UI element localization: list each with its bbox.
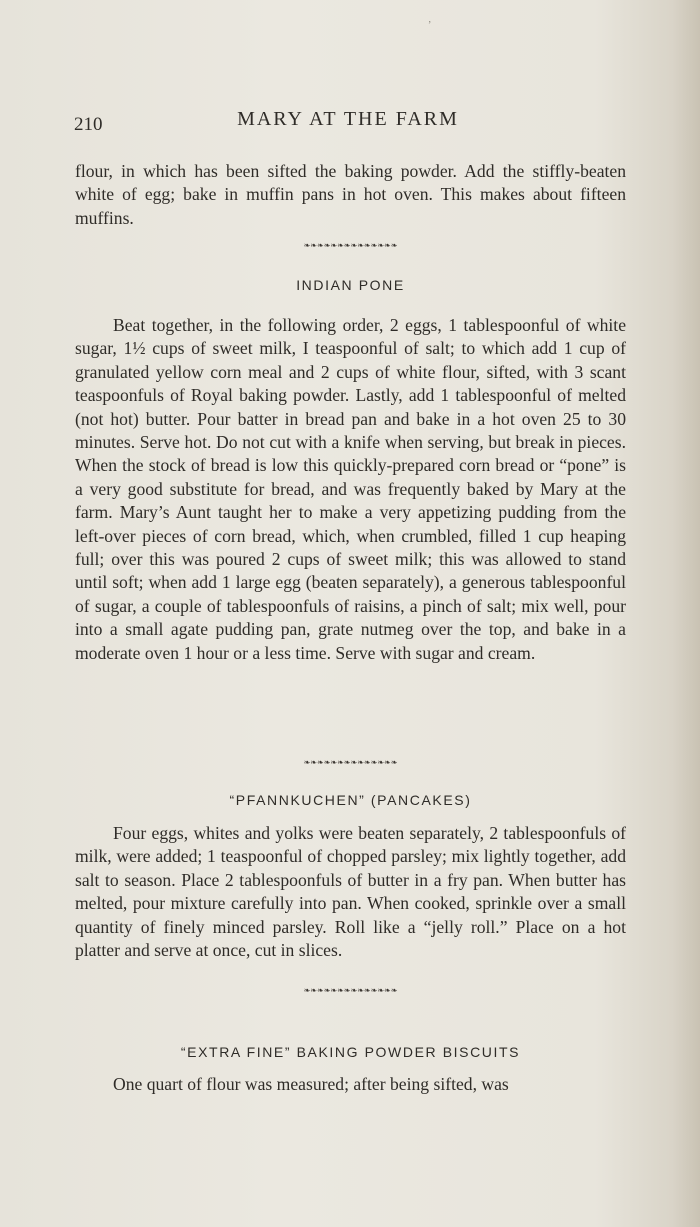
ornament-divider: ❧❧❧❧❧❧❧❧❧❧❧❧❧❧	[303, 241, 398, 250]
section-indian-pone-body	[75, 314, 626, 665]
continuation-paragraph: flour, in which has been sifted the baking powder. Add the stiffly-beaten white of egg; bake in muffin pans in hot oven. This makes about fifteen muffins.	[75, 161, 626, 228]
ornament-divider-2	[75, 758, 626, 768]
section-biscuits-body	[75, 1073, 626, 1096]
section-indian-pone	[75, 277, 626, 293]
section-paragraph: Beat together, in the following order, 2 eggs, 1 tablespoonful of white sugar, 1½ cups of sweet milk, I teaspoonful of salt; to which add 1 cup of granulated yellow corn meal and 2 cups of white flour, sifted, with 3 scant teaspoonfuls of Royal baking powder. Lastly, add 1 tablespoonful of melted (not hot) butter. Pour batter in bread pan and bake in a hot oven 25 to 30 minutes. Serve hot. Do not cut with a knife when serving, but break in pieces. When the stock of bread is low this quickly-prepared corn bread or “pone” is a very good substitute for bread, and was frequently baked by Mary at the farm. Mary’s Aunt taught her to make a very appetizing pudding from the left-over pieces of corn bread, which, when crumbled, filled 1 cup heaping full; over this was poured 2 cups of sweet milk; this was allowed to stand until soft; when add 1 large egg (beaten separately), a generous tablespoonful of sugar, a couple of tablespoonfuls of raisins, a pinch of salt; mix well, pour into a small agate pudding pan, grate nutmeg over the top, and bake in a moderate oven 1 hour or a less time. Serve with sugar and cream.	[75, 315, 626, 663]
section-pfannkuchen	[75, 792, 626, 808]
section-heading: “PFANNKUCHEN” (PANCAKES)	[229, 792, 472, 808]
section-paragraph: One quart of flour was measured; after being sifted, was	[113, 1074, 509, 1094]
page-header	[74, 108, 622, 138]
continuation-paragraph-block	[75, 160, 626, 230]
page-number: 210	[74, 114, 103, 135]
section-biscuits	[75, 1044, 626, 1060]
ornament-divider-1	[75, 241, 626, 251]
ornament-divider: ❧❧❧❧❧❧❧❧❧❧❧❧❧❧	[303, 758, 398, 767]
ornament-divider: ❧❧❧❧❧❧❧❧❧❧❧❧❧❧	[303, 986, 398, 995]
running-title: MARY AT THE FARM	[237, 108, 459, 130]
ornament-divider-3	[75, 986, 626, 996]
section-paragraph: Four eggs, whites and yolks were beaten separately, 2 tablespoonfuls of milk, were added; 1 teaspoonful of chopped parsley; mix lightly together, add salt to season. Place 2 tablespoonfuls of butter in a fry pan. When butter has melted, pour mixture carefully into pan. When cooked, sprinkle over a small quantity of finely minced parsley. Roll like a “jelly roll.” Place on a hot platter and serve at once, cut in slices.	[75, 823, 626, 961]
section-heading: “EXTRA FINE” BAKING POWDER BISCUITS	[180, 1044, 521, 1060]
section-heading: INDIAN PONE	[296, 277, 405, 293]
section-pfannkuchen-body	[75, 822, 626, 962]
stray-mark: ʼ	[428, 20, 432, 31]
